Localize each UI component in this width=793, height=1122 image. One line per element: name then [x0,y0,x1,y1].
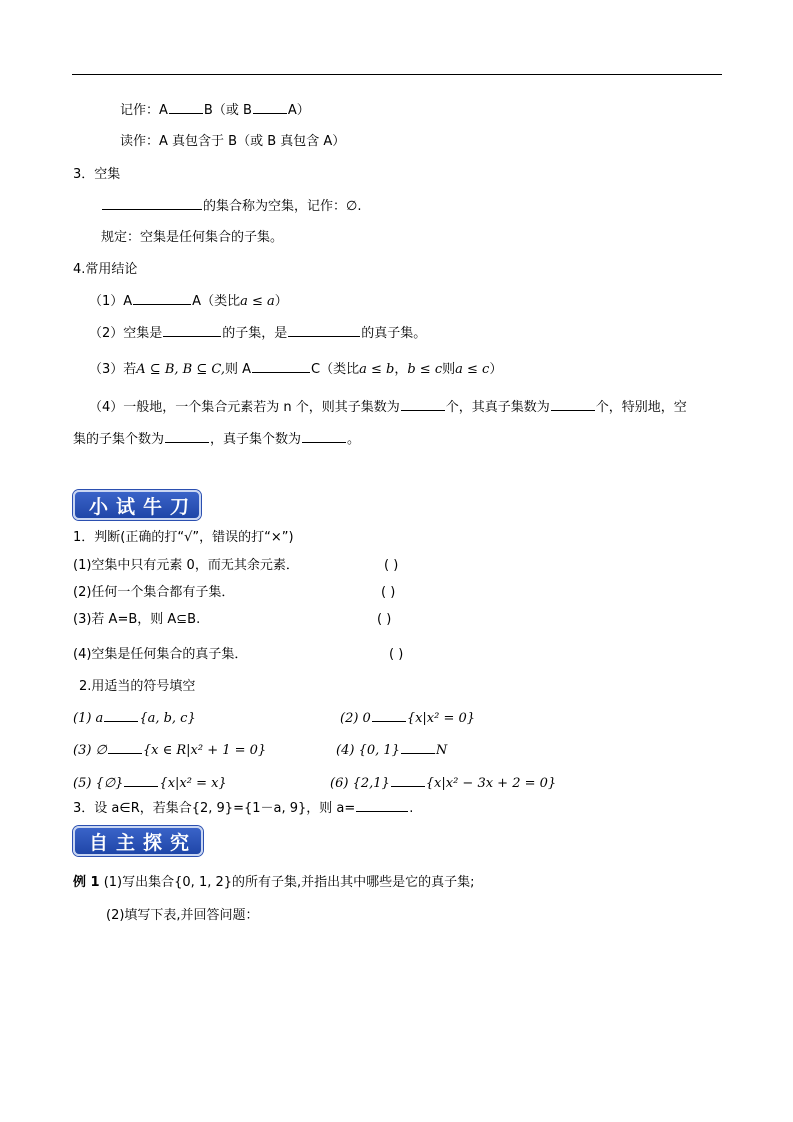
q2-item-3: (3) ∅ {x ∈ R|x² + 1 = 0} [73,743,267,758]
q2-item-5: (5) {∅} {x|x² = x} [73,776,227,791]
blank-notation-2[interactable] [253,101,287,114]
empty-set-rule: 规定：空集是任何集合的子集。 [101,230,284,245]
q1-item-4: (4)空集是任何集合的真子集． [73,647,248,662]
blank-conclusion-2a[interactable] [163,324,221,337]
example-1-part-1: 例 1 (1)写出集合{0, 1, 2}的所有子集,并指出其中哪些是它的真子集; [73,875,475,890]
notation-line: 记作：A B（或 B A） [120,103,310,118]
blank-empty-set-def[interactable] [102,197,202,210]
badge-quick-practice: 小试牛刀 [73,490,201,520]
q1-item-1: (1)空集中只有元素 0，而无其余元素． [73,558,299,573]
conclusion-4-line-2: 集的子集个数为 ，真子集个数为 。 [73,432,361,447]
blank-q2-2[interactable] [372,709,406,722]
conclusion-3: （3）若A ⊆ B, B ⊆ C,则 A C（类比a ≤ b，b ≤ c则a ≤ c） [89,362,503,377]
q2-title: 2.用适当的符号填空 [79,679,196,694]
section-3-title: 3．空集 [73,167,121,182]
header-rule [72,74,722,75]
q1-item-3: (3)若 A=B，则 A⊆B. [73,612,201,627]
blank-q2-6[interactable] [391,774,425,787]
example-1-part-2: (2)填写下表,并回答问题： [106,908,259,923]
blank-q2-4[interactable] [401,741,435,754]
conclusion-1: （1）A A（类比a ≤ a） [89,294,288,309]
reading-line: 读作：A 真包含于 B（或 B 真包含 A） [120,134,346,149]
badge-self-exploration: 自主探究 [73,826,203,856]
q1-title: 1．判断(正确的打“√”，错误的打“×”) [73,530,294,545]
q1-answer-1[interactable]: ( ) [384,558,399,573]
blank-notation-1[interactable] [169,101,203,114]
q2-item-4: (4) {0, 1} N [336,743,448,758]
blank-q2-1[interactable] [104,709,138,722]
blank-q2-5[interactable] [124,774,158,787]
q2-item-1: (1) a {a, b, c} [73,711,196,726]
q2-item-2: (2) 0 {x|x² = 0} [340,711,476,726]
q1-answer-3[interactable]: ( ) [377,612,392,627]
section-4-title: 4.常用结论 [73,262,138,277]
blank-q2-3[interactable] [108,741,142,754]
blank-conclusion-1[interactable] [133,292,191,305]
empty-set-definition: 的集合称为空集，记作：∅. [101,197,361,216]
q2-item-6: (6) {2,1} {x|x² − 3x + 2 = 0} [330,776,557,791]
q3-question: 3．设 a∈R，若集合{2, 9}={1－a, 9}，则 a= . [73,801,414,816]
blank-conclusion-2b[interactable] [288,324,360,337]
blank-empty-proper-subset-count[interactable] [302,430,346,443]
conclusion-2: （2）空集是 的子集，是 的真子集。 [89,326,427,341]
blank-subset-count[interactable] [401,398,445,411]
conclusion-4-line-1: （4）一般地，一个集合元素若为 n 个，则其子集数为 个，其真子集数为 个，特别地，空 [89,400,687,415]
blank-proper-subset-count[interactable] [551,398,595,411]
blank-q3[interactable] [356,799,408,812]
blank-empty-subset-count[interactable] [165,430,209,443]
q1-answer-2[interactable]: ( ) [381,585,396,600]
q1-answer-4[interactable]: ( ) [389,647,404,662]
blank-conclusion-3[interactable] [252,360,310,373]
q1-item-2: (2)任何一个集合都有子集． [73,585,235,600]
